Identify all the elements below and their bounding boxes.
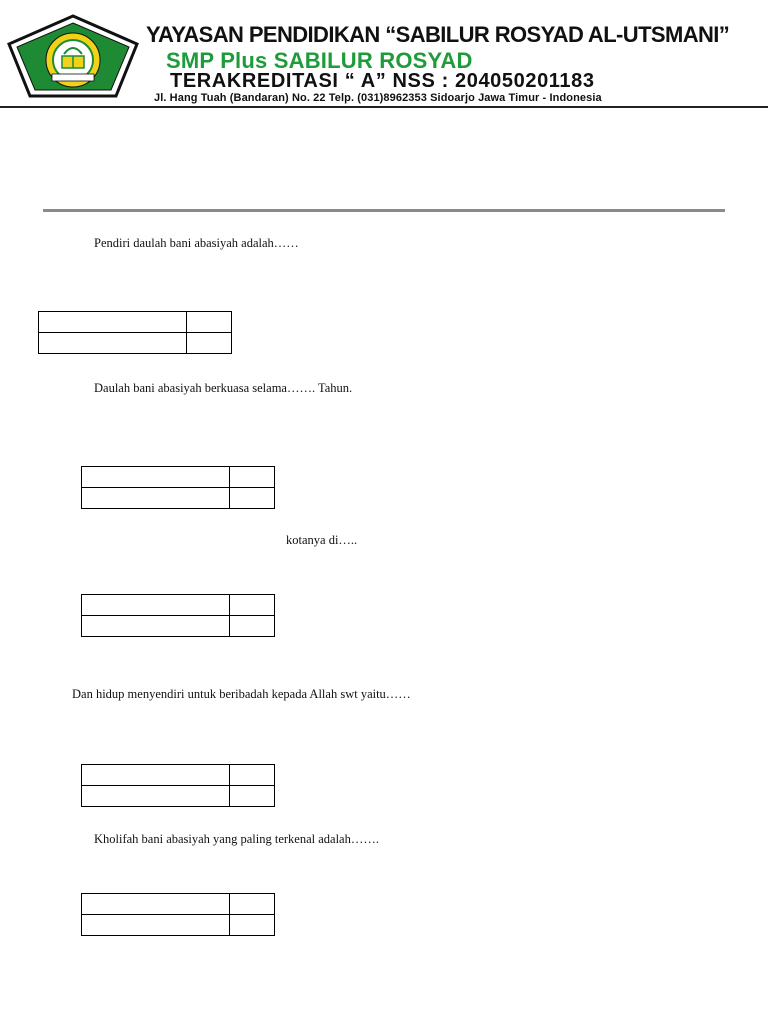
answer-table-4 <box>81 764 275 807</box>
foundation-name: YAYASAN PENDIDIKAN “SABILUR ROSYAD AL-UTSMANI” <box>146 22 730 47</box>
answer-table-3 <box>81 594 275 637</box>
answer-cell[interactable] <box>230 765 275 786</box>
question-5-text: Kholifah bani abasiyah yang paling terkenal adalah……. <box>94 832 379 846</box>
question-3-text: kotanya di….. <box>286 533 358 547</box>
answer-cell[interactable] <box>82 765 230 786</box>
table-row <box>82 616 275 637</box>
answer-cell[interactable] <box>230 616 275 637</box>
table-row <box>82 915 275 936</box>
question-4-text: Dan hidup menyendiri untuk beribadah kepada Allah swt yaitu…… <box>72 687 411 701</box>
accreditation-line: TERAKREDITASI “ A” NSS : 204050201183 <box>170 70 595 92</box>
answer-cell[interactable] <box>39 312 187 333</box>
answer-cell[interactable] <box>82 616 230 637</box>
school-emblem-icon <box>6 14 140 98</box>
answer-cell[interactable] <box>230 467 275 488</box>
answer-cell[interactable] <box>230 786 275 807</box>
answer-cell[interactable] <box>82 786 230 807</box>
table-row <box>82 765 275 786</box>
answer-cell[interactable] <box>230 595 275 616</box>
question-1-text: Pendiri daulah bani abasiyah adalah…… <box>94 236 299 250</box>
section-divider <box>43 209 725 212</box>
answer-cell[interactable] <box>230 915 275 936</box>
answer-cell[interactable] <box>82 894 230 915</box>
answer-cell[interactable] <box>187 333 232 354</box>
question-2-text: Daulah bani abasiyah berkuasa selama……. Tahun. <box>94 381 353 395</box>
answer-cell[interactable] <box>230 894 275 915</box>
table-row <box>39 312 232 333</box>
answer-table-2 <box>81 466 275 509</box>
answer-cell[interactable] <box>82 467 230 488</box>
answer-cell[interactable] <box>82 595 230 616</box>
answer-table-1 <box>38 311 232 354</box>
table-row <box>82 595 275 616</box>
table-row <box>39 333 232 354</box>
address-line: Jl. Hang Tuah (Bandaran) No. 22 Telp. (031)8962353 Sidoarjo Jawa Timur - Indonesia <box>154 92 602 104</box>
answer-table-5 <box>81 893 275 936</box>
school-name: SMP Plus SABILUR ROSYAD <box>166 48 473 73</box>
table-row <box>82 488 275 509</box>
table-row <box>82 894 275 915</box>
table-row <box>82 467 275 488</box>
answer-cell[interactable] <box>82 488 230 509</box>
answer-cell[interactable] <box>82 915 230 936</box>
answer-cell[interactable] <box>230 488 275 509</box>
answer-cell[interactable] <box>187 312 232 333</box>
table-row <box>82 786 275 807</box>
header-divider <box>0 106 768 108</box>
answer-cell[interactable] <box>39 333 187 354</box>
